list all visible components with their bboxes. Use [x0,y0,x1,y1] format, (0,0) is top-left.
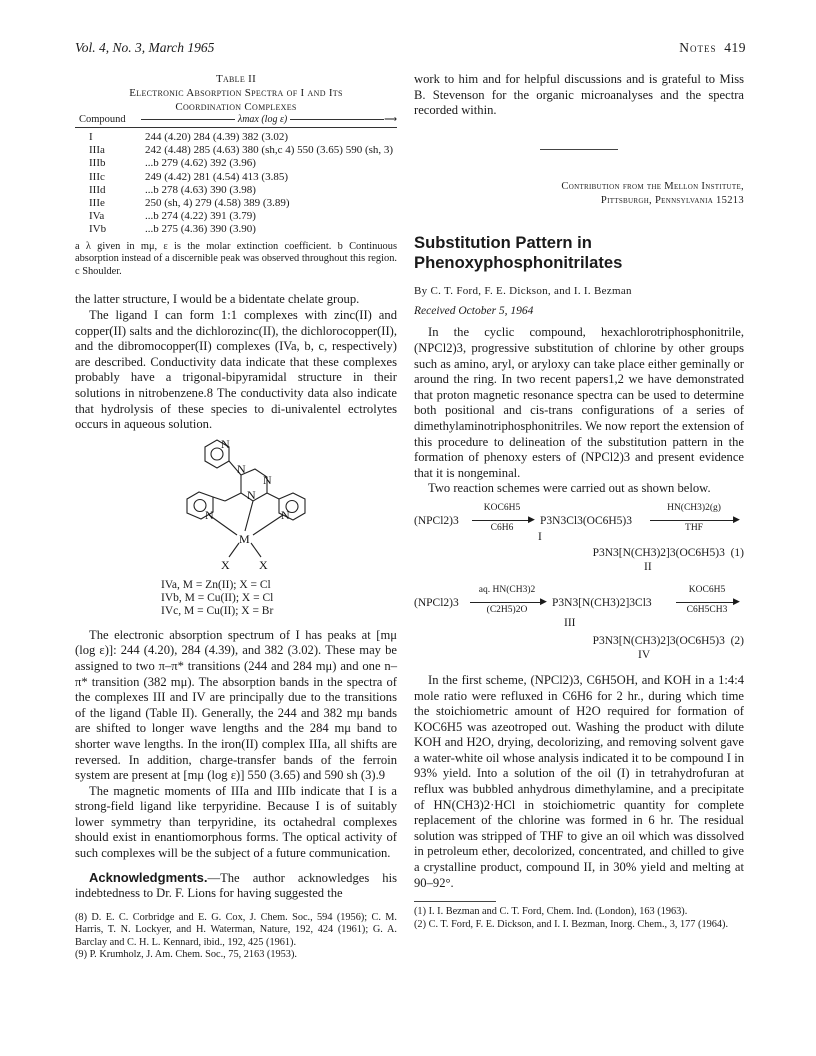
scheme1-reagent1-top: KOC6H5 [483,502,521,513]
table-row: IIIe 250 (sh, 4) 279 (4.58) 389 (3.89) [89,197,290,210]
scheme1-reagent2-bottom: THF [685,522,703,533]
structure-drawing [75,439,397,577]
paragraph: The ligand I can form 1:1 complexes with zinc(II) and copper(II) salts and the dichlorozinc(II), the dichlorocopper(II), and the dibromocopper(II) complexes (IVa, b, c, respectively) are described. Conductivity data indicate that these complexes probably have a trigonal-bipyramidal structure in their solutions in nitrobenzene.8 The conductivity data also indicate that hydrolysis of these species to di-univalentel ectrolytes occurs in aqueous solution. [75,308,397,432]
scheme2-reagent1-top: aq. HN(CH3)2 [478,584,536,595]
scheme2-reactant: (NPCl2)3 [414,596,459,609]
table-caption [75,72,397,114]
affiliation-line: Pittsburgh, Pennsylvania 15213 [600,194,744,206]
footnotes [414,906,744,931]
table-caption-line2: Coordination Complexes [175,101,297,113]
atom-label-n: N [221,438,230,451]
scheme2-arrow2 [676,602,736,603]
scheme1-reactant: (NPCl2)3 [414,514,459,527]
scheme2-reagent2-top: KOC6H5 [688,584,726,595]
atom-label-n: N [205,507,214,522]
table-header-lambda-span: λmax (log ε) ⟶ [141,114,397,125]
scheme1-label-i: I [538,530,542,543]
page-number: 419 [724,40,746,55]
atom-label-m: M [239,531,250,546]
legend-line: IVb, M = Cu(II); X = Cl [161,591,274,604]
atom-label-x: X [259,557,268,572]
atom-label-n: N [237,461,246,476]
scheme1-intermediate: P3N3Cl3(OC6H5)3 [540,514,633,527]
left-column [75,72,397,961]
table-row: IVa ...b 274 (4.22) 391 (3.79) [89,210,256,223]
acknowledgments [75,870,397,902]
table-row: IIId ...b 278 (4.63) 390 (3.98) [89,183,256,196]
scheme2-arrow1 [470,602,544,603]
scheme2-label-iv: IV [638,648,651,661]
reaction-scheme-2: (NPCl2)3 aq. HN(CH3)2 ▶ (C2H5)2O P3N3[N(CH3)2]3Cl3 III KOC6H5 ▶ C6H5CH3 P3N3[N(CH3)2]3(OC6H5)3 (2) IV [414,584,744,661]
affiliation-line: Contribution from the Mellon Institute, [561,180,744,192]
paragraph: The magnetic moments of IIIa and IIIb indicate that I is a strong-field ligand like terpyridine. Because I is of suitably lower symmetry than terpyridine, its octahedral complexes should exist in enantiomorphous forms. The optical activity of such complexes will be the subject of a future communication. [75,783,397,861]
reaction-scheme-1: (NPCl2)3 KOC6H5 ▶ C6H6 P3N3Cl3(OC6H5)3 I HN(CH3)2(g) ▶ THF P3N3[N(CH3)2]3(OC6H5)3 (1) II [414,502,744,573]
footnote: (1) I. I. Bezman and C. T. Ford, Chem. Ind. (London), 163 (1963). [414,906,688,918]
scheme2-equation-number: (2) [730,634,744,647]
scheme1-product: P3N3[N(CH3)2]3(OC6H5)3 [592,546,725,559]
footnote-rule [414,901,496,902]
scheme1-arrow1 [472,520,532,521]
atom-label-n: N [263,472,272,487]
scheme1-arrow2 [650,520,736,521]
table-row: IIIb ...b 279 (4.62) 392 (3.96) [89,157,256,170]
atom-label-x: X [221,557,230,572]
article-title-line: Phenoxyphosphonitrilates [414,253,623,273]
scheme2-reagent1-bottom: (C2H5)2O [486,604,528,615]
received-date: Received October 5, 1964 [414,305,534,318]
paragraph: work to him and for helpful discussions and is grateful to Miss B. Stevenson for the organic microanalyses and the spectra recorded within. [414,72,744,118]
separator-rule [540,149,618,150]
paragraph: In the first scheme, (NPCl2)3, C6H5OH, and KOH in a 1:4:4 mole ratio were refluxed in C6H6 for 2 hr., during which time the stoichiometric amount of H2O required for formation of KOC6H5 was azeotroped out. Washing the product with dilute KOH and H2O, drying, decolorizing, and removing solvent gave a water-white oil whose analysis indicated it to be compound I in 93% yield. Into a solution of the oil (I) in tetrahydrofuran at reflux was bubbled anhydrous dimethylamine, and a precipitate of HN(CH3)2·HCl in stoichiometric quantity for complete replacement of the chlorine was formed in 6 hr. The residual solution was stripped of THF to give an oil which was dissolved in petroleum ether, decolorized, concentrated, and chilled to give a crystalline product, compound II, in 30% yield and melting at 90–92°. [414,672,744,890]
table-header [75,114,397,128]
scheme2-intermediate: P3N3[N(CH3)2]3Cl3 [552,596,652,609]
contribution-affiliation [414,180,744,208]
acknowledgments-heading: Acknowledgments. [89,869,208,885]
chemical-structure [75,439,397,577]
footnote: (8) D. E. C. Corbridge and E. G. Cox, J. Chem. Soc., 594 (1956); C. M. Harris, T. N. Lockyer, and H. Waterman, Nature, 192, 424 (1961); G. A. Barclay and C. H. L. Kennard, ibid., 192, 425 (1961). [75,911,397,948]
paragraph: The electronic absorption spectrum of I has peaks at [mμ (log ε)]: 244 (4.20), 284 (4.39), and 382 (3.02). These may be assigned to two π–π* transitions (244 and 284 mμ) and one n–π* transition (382 mμ). The absorption bands in the spectra of the complexes III and IV are principally due to the transitions of the ligand (Table II). Generally, the 244 and 382 mμ bands are shifted to longer wave lengths and the 284 mμ band to shorter wave lengths. In the iron(II) complex IIIa, all shifts are reversed. In addition, charge-transfer bands of the ferroin system are present at [mμ (log ε)] 550 (3.65) and 590 sh (3).9 [75,627,397,783]
table-row: IVb ...b 275 (4.36) 390 (3.90) [89,223,256,236]
table-row: IIIa 242 (4.48) 285 (4.63) 380 (sh,c 4) 550 (3.65) 590 (sh, 3) [89,144,394,157]
article-title [414,233,744,273]
table-row: I 244 (4.20) 284 (4.39) 382 (3.02) [89,131,288,143]
scheme2-label-iii: III [564,616,576,629]
scheme2-reagent2-bottom: C6H5CH3 [686,604,728,615]
legend-line: IVa, M = Zn(II); X = Cl [161,578,271,591]
author-byline: By C. T. Ford, F. E. Dickson, and I. I. Bezman [414,285,632,298]
article-title-line: Substitution Pattern in [414,233,592,253]
scheme2-product-line [593,635,744,647]
running-header-right [679,40,746,56]
paragraph: Two reaction schemes were carried out as shown below. [428,481,711,496]
paragraph: the latter structure, I would be a bidentate chelate group. [75,292,360,307]
table-header-compound: Compound [79,114,126,125]
footnotes [75,912,397,962]
absorption-table [75,131,397,237]
table-footnotes: a λ given in mμ, ε is the molar extinction coefficient. b Continuous absorption instead of a discernible peak was observed throughout this region. c Shoulder. [75,240,397,277]
section-label: Notes [679,40,717,55]
footnote: (9) P. Krumholz, J. Am. Chem. Soc., 75, 2163 (1953). [75,949,297,961]
atom-label-n: N [281,507,290,522]
footnote: (2) C. T. Ford, F. E. Dickson, and I. I. Bezman, Inorg. Chem., 3, 177 (1964). [414,918,729,930]
scheme1-reagent1-bottom: C6H6 [490,522,514,533]
right-column [414,72,744,931]
scheme1-label-ii: II [644,560,652,573]
structure-legend [161,579,397,618]
paragraph: In the cyclic compound, hexachlorotriphosphonitrile, (NPCl2)3, progressive substitution of chlorine by other groups such as amino, aryl, or aryloxy can take place either geminally or around the ring. In two recent papers1,2 we have demonstrated that proton magnetic resonance spectra can be used to determine both positional and cis-trans configurations of a series of dimethylaminotriphosphonitriles. We now report the extension of this procedure to delineation of the substitution pattern in the formation of phenoxy esters of (NPCl2)3 and present evidence that it is nongeminal. [414,325,744,480]
table-row: IIIc 249 (4.42) 281 (4.54) 413 (3.85) [89,170,288,183]
legend-line: IVc, M = Cu(II); X = Br [161,604,274,617]
scheme1-product-line [593,547,744,559]
scheme1-reagent2-top: HN(CH3)2(g) [667,502,721,513]
atom-label-n: N [247,487,256,502]
table-header-lambda: λmax (log ε) [237,114,288,125]
table-caption-line1: Electronic Absorption Spectra of I and Its [129,87,343,99]
table-title: Table II [215,73,257,85]
running-header-left: Vol. 4, No. 3, March 1965 [75,40,215,55]
acknowledgments-body: —The author acknowledges his indebtedness to Dr. F. Lions for having suggested the [75,870,397,901]
scheme2-product: P3N3[N(CH3)2]3(OC6H5)3 [592,634,725,647]
scheme1-equation-number: (1) [730,546,744,559]
